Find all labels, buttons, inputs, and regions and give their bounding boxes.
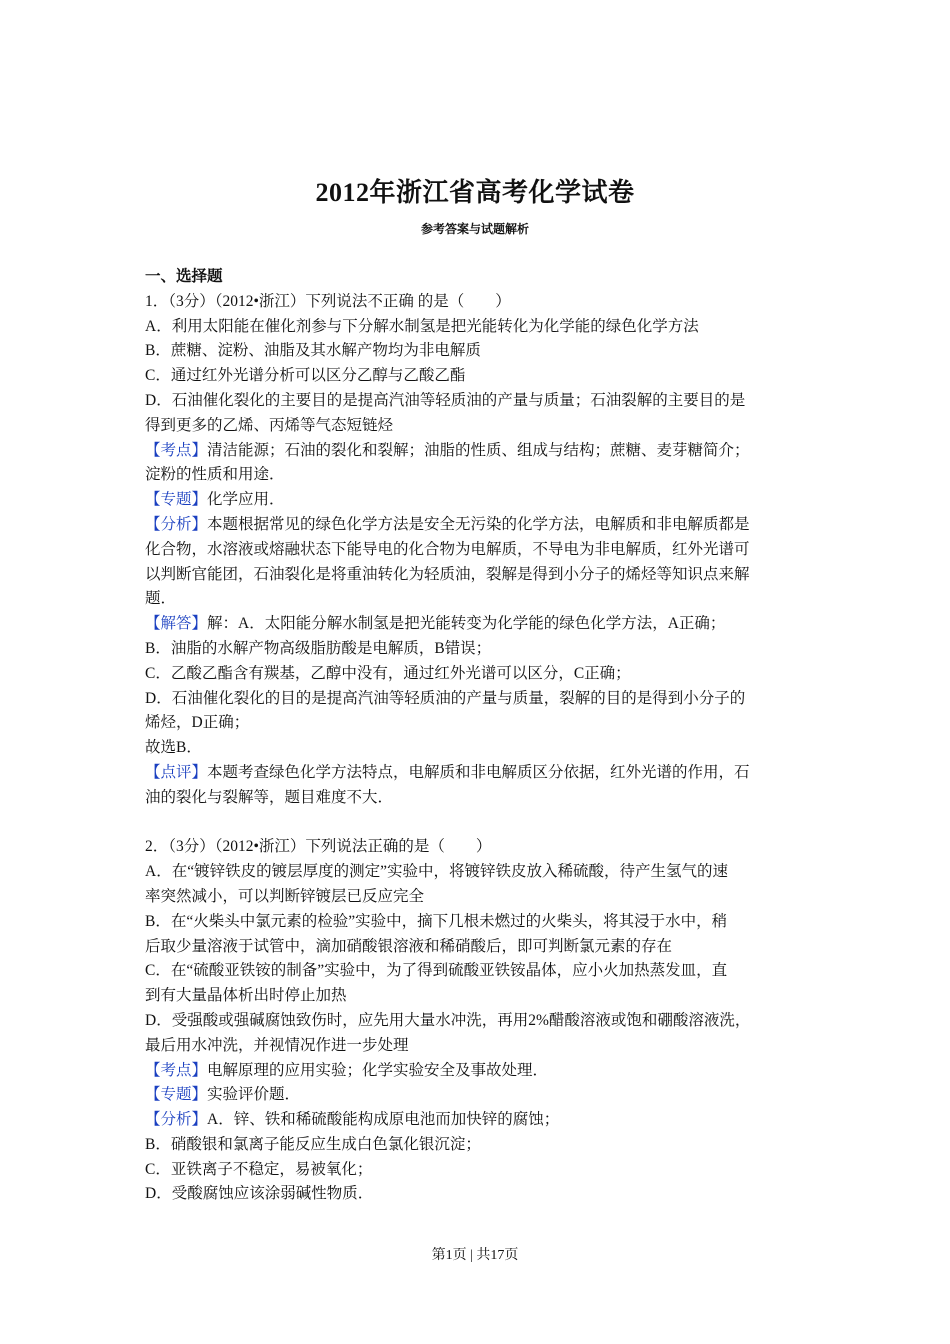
line-text: B．硝酸银和氯离子能反应生成白色氯化银沉淀； xyxy=(145,1135,481,1153)
text-line xyxy=(145,463,800,488)
line-text: D．石油催化裂化的目的是提高汽油等轻质油的产量与质量，裂解的目的是得到小分子的 xyxy=(145,689,746,707)
line-text: B．蔗糖、淀粉、油脂及其水解产物均为非电解质 xyxy=(145,342,481,360)
content-lines xyxy=(145,290,800,1207)
line-text: A．利用太阳能在催化剂参与下分解水制氢是把光能转化为化学能的绿色化学方法 xyxy=(145,317,699,335)
line-text: 清洁能源；石油的裂化和裂解；油脂的性质、组成与结构；蔗糖、麦芽糖简介； xyxy=(207,441,750,459)
text-line xyxy=(145,290,800,315)
text-line xyxy=(145,1009,800,1034)
text-line xyxy=(145,513,800,538)
page-footer: 第1页 | 共17页 xyxy=(431,1248,519,1263)
line-text: 1．（3分）（2012•浙江）下列说法不正确 的是（ ） xyxy=(145,292,511,310)
line-text: B．在“火柴头中氯元素的检验”实验中，摘下几根未燃过的火柴头，将其浸于水中，稍 xyxy=(145,912,728,930)
line-text: B．油脂的水解产物高级脂肪酸是电解质，B错误； xyxy=(145,639,492,657)
line-text: D．受强酸或强碱腐蚀致伤时，应先用大量水冲洗，再用2%醋酸溶液或饱和硼酸溶液洗， xyxy=(145,1011,751,1029)
text-line xyxy=(145,439,800,464)
line-text: 电解原理的应用实验；化学实验安全及事故处理． xyxy=(207,1061,549,1079)
section-tag: 【分析】 xyxy=(145,515,208,533)
section-tag: 【专题】 xyxy=(145,1086,208,1104)
text-line xyxy=(145,1083,800,1108)
line-text: 率突然减小，可以判断锌镀层已反应完全 xyxy=(145,887,425,905)
text-line xyxy=(145,538,800,563)
line-text: D．石油催化裂化的主要目的是提高汽油等轻质油的产量与质量；石油裂解的主要目的是 xyxy=(145,391,746,409)
line-text: 本题根据常见的绿色化学方法是安全无污染的化学方法，电解质和非电解质都是 xyxy=(207,515,750,533)
section-tag: 【解答】 xyxy=(145,615,208,633)
line-text: 油的裂化与裂解等，题目难度不大． xyxy=(145,788,394,806)
text-line xyxy=(145,587,800,612)
text-line xyxy=(145,736,800,761)
line-text: 2．（3分）（2012•浙江）下列说法正确的是（ ） xyxy=(145,838,492,856)
line-text: 得到更多的乙烯、丙烯等气态短链烃 xyxy=(145,416,394,434)
spacer xyxy=(145,811,800,836)
text-line xyxy=(145,885,800,910)
line-text: 后取少量溶液于试管中，滴加硝酸银溶液和稀硝酸后，即可判断氯元素的存在 xyxy=(145,937,673,955)
document-subtitle: 参考答案与试题解析 xyxy=(420,222,529,236)
text-line xyxy=(145,414,800,439)
text-line xyxy=(145,315,800,340)
line-text: C．亚铁离子不稳定，易被氧化； xyxy=(145,1160,373,1178)
text-line xyxy=(145,1133,800,1158)
line-text: 淀粉的性质和用途． xyxy=(145,466,285,484)
text-line xyxy=(145,612,800,637)
text-line xyxy=(145,1034,800,1059)
text-line xyxy=(145,786,800,811)
text-line xyxy=(145,637,800,662)
section-tag: 【考点】 xyxy=(145,441,208,459)
text-line xyxy=(145,860,800,885)
line-text: 化学应用． xyxy=(207,491,285,509)
line-text: D．受酸腐蚀应该涂弱碱性物质． xyxy=(145,1185,374,1203)
line-text: C．在“硫酸亚铁铵的制备”实验中，为了得到硫酸亚铁铵晶体，应小火加热蒸发皿，直 xyxy=(145,962,728,980)
line-text: 烯烃，D正确； xyxy=(145,714,250,732)
text-line xyxy=(145,1182,800,1207)
document-title: 2012年浙江省高考化学试卷 xyxy=(315,178,635,207)
text-line xyxy=(145,1158,800,1183)
line-text: 实验评价题． xyxy=(207,1086,301,1104)
line-text: A．锌、铁和稀硫酸能构成原电池而加快锌的腐蚀； xyxy=(207,1111,560,1129)
text-line xyxy=(145,959,800,984)
line-text: C．乙酸乙酯含有羰基，乙醇中没有，通过红外光谱可以区分，C正确； xyxy=(145,664,631,682)
text-line xyxy=(145,835,800,860)
section-tag: 【点评】 xyxy=(145,763,208,781)
text-line xyxy=(145,488,800,513)
line-text: 最后用水冲洗，并视情况作进一步处理 xyxy=(145,1036,409,1054)
text-line xyxy=(145,910,800,935)
line-text: 化合物，水溶液或熔融状态下能导电的化合物为电解质，不导电为非电解质，红外光谱可 xyxy=(145,540,750,558)
text-line xyxy=(145,389,800,414)
text-line xyxy=(145,711,800,736)
text-line xyxy=(145,935,800,960)
text-line xyxy=(145,687,800,712)
line-text: 解：A．太阳能分解水制氢是把光能转变为化学能的绿色化学方法，A正确； xyxy=(207,615,726,633)
text-line xyxy=(145,662,800,687)
line-text: 本题考查绿色化学方法特点，电解质和非电解质区分依据，红外光谱的作用，石 xyxy=(207,763,750,781)
line-text: C．通过红外光谱分析可以区分乙醇与乙酸乙酯 xyxy=(145,367,466,385)
line-text: 以判断官能团，石油裂化是将重油转化为轻质油，裂解是得到小分子的烯烃等知识点来解 xyxy=(145,565,750,583)
line-text: 题． xyxy=(145,590,177,608)
text-line xyxy=(145,563,800,588)
line-text: A．在“镀锌铁皮的镀层厚度的测定”实验中，将镀锌铁皮放入稀硫酸，待产生氢气的速 xyxy=(145,863,728,881)
text-line xyxy=(145,339,800,364)
text-line xyxy=(145,984,800,1009)
text-line xyxy=(145,1108,800,1133)
line-text: 故选B． xyxy=(145,739,202,757)
text-line xyxy=(145,1059,800,1084)
line-text: 到有大量晶体析出时停止加热 xyxy=(145,987,347,1005)
text-line xyxy=(145,364,800,389)
section-tag: 【考点】 xyxy=(145,1061,208,1079)
text-line xyxy=(145,761,800,786)
document-body xyxy=(145,265,800,1207)
section-heading: 一、选择题 xyxy=(145,268,223,285)
section-tag: 【专题】 xyxy=(145,491,208,509)
section-tag: 【分析】 xyxy=(145,1111,208,1129)
